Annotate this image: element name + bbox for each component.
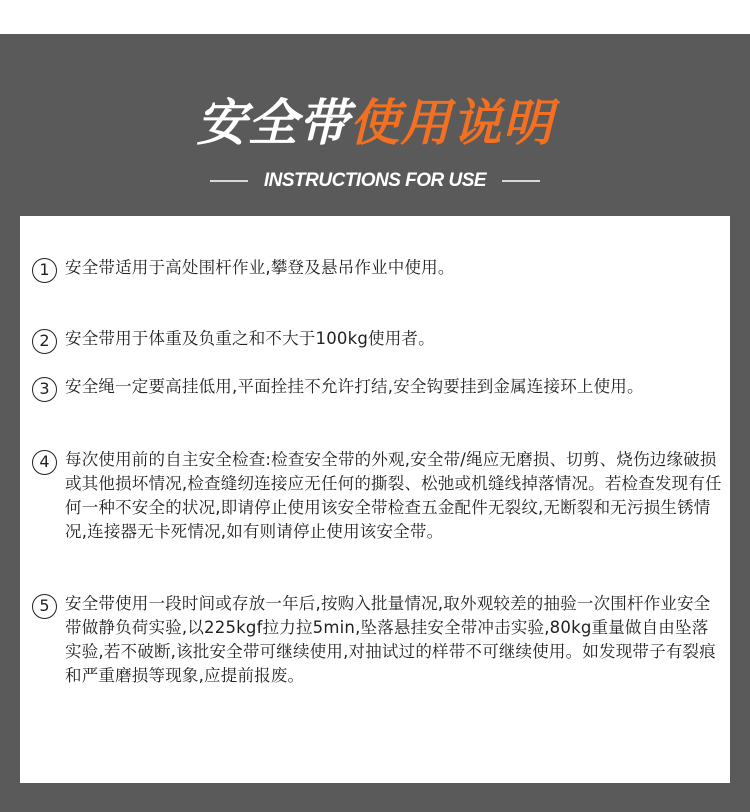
subtitle-row: [0, 166, 750, 196]
instruction-item-4: [32, 448, 722, 544]
instruction-item-5: [32, 592, 722, 688]
instruction-item-3: [32, 375, 722, 402]
circled-number-5: 5: [32, 594, 57, 619]
instruction-item-1: [32, 256, 722, 283]
instruction-text-4: 每次使用前的自主安全检查:检查安全带的外观,安全带/绳应无磨损、切剪、烧伤边缘破损或其他损坏情况,检查缝纫连接应无任何的撕裂、松弛或机缝线掉落情况。若检查发现有任何一种不安全的状况,即请停止使用该安全带检查五金配件无裂纹,无断裂和无污损生锈情况,连接器无卡死情况,如有则请停止使用该安全带。: [65, 450, 722, 541]
circled-number-3: 3: [32, 377, 57, 402]
circled-number-4: 4: [32, 450, 57, 475]
instruction-text-1: 安全带适用于高处围杆作业,攀登及悬吊作业中使用。: [65, 258, 455, 277]
instructions-panel: [20, 216, 730, 783]
instruction-text-3: 安全绳一定要高挂低用,平面拴挂不允许打结,安全钩要挂到金属连接环上使用。: [65, 377, 644, 396]
page-title: [0, 88, 750, 158]
circled-number-1: 1: [32, 258, 57, 283]
instruction-text-2: 安全带用于体重及负重之和不大于100kg使用者。: [65, 329, 435, 348]
top-margin: [0, 0, 750, 34]
instruction-item-2: [32, 327, 722, 354]
title-part-white: 安全带: [196, 94, 350, 152]
subtitle-divider-left: [210, 180, 248, 182]
page-subtitle: INSTRUCTIONS FOR USE: [263, 170, 487, 191]
title-part-orange: 使用说明: [349, 94, 554, 152]
circled-number-2: 2: [32, 329, 57, 354]
instruction-text-5: 安全带使用一段时间或存放一年后,按购入批量情况,取外观较差的抽验一次围杆作业安全带做静负荷实验,以225kgf拉力拉5min,坠落悬挂安全带冲击实验,80kg重量做自由坠落实验,若不破断,该批安全带可继续使用,对抽试过的样带不可继续使用。如发现带子有裂痕和严重磨损等现象,应提前报废。: [65, 594, 716, 685]
subtitle-divider-right: [502, 180, 540, 182]
